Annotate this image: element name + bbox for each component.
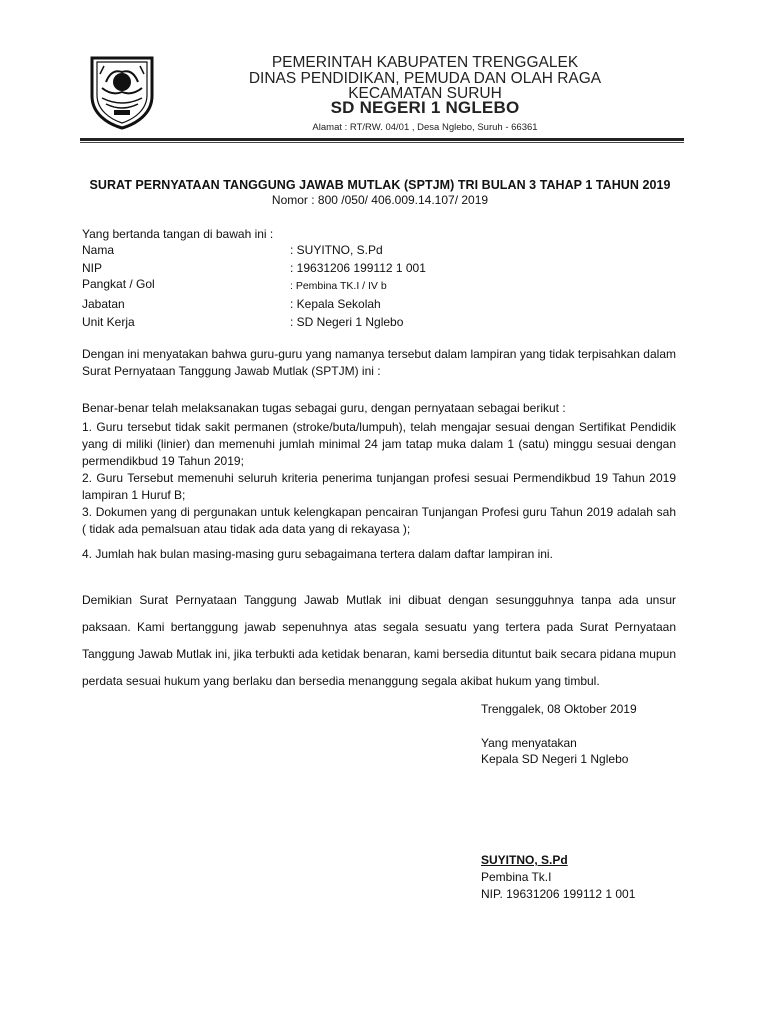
letterhead-divider-thin [80, 142, 684, 143]
identity-value-unit-kerja: : SD Negeri 1 Nglebo [290, 315, 404, 329]
letterhead-district: KECAMATAN SURUH [348, 85, 502, 102]
signature-name: SUYITNO, S.Pd [481, 853, 568, 867]
identity-label-unit-kerja: Unit Kerja [82, 315, 135, 329]
points-intro: Benar-benar telah melaksanakan tugas sebagai guru, dengan pernyataan sebagai berikut : [82, 401, 566, 415]
letterhead-school-name: SD NEGERI 1 NGLEBO [330, 98, 520, 117]
letterhead-department: DINAS PENDIDIKAN, PEMUDA DAN OLAH RAGA [248, 70, 602, 87]
document-title [80, 178, 680, 192]
closing-paragraph: Demikian Surat Pernyataan Tanggung Jawab Mutlak ini dibuat dengan sesungguhnya tanpa ada unsur paksaan. Kami bertanggung jawab sepenuhnya atas segala sesuatu yang tertera pada Surat Pernyataan Tanggung Jawab Mutlak ini, jika terbukti ada ketidak benaran, kami bersedia dituntut baik secara pidana mupun perdata sesuai hukum yang berlaku dan bersedia menanggung segala akibat hukum yang timbul. [82, 593, 676, 688]
point-3: 3. Dokumen yang di pergunakan untuk kelengkapan pencairan Tunjangan Profesi guru Tahun 2019 adalah sah ( tidak ada pemalsuan atau tidak ada data yang di rekayasa ); [82, 505, 676, 536]
identity-label-nip: NIP [82, 261, 103, 275]
identity-label-nama: Nama [82, 243, 115, 257]
identity-value-jabatan: : Kepala Sekolah [290, 297, 381, 311]
signature-declarant: Yang menyatakan [481, 736, 577, 750]
letterhead-government: PEMERINTAH KABUPATEN TRENGGALEK [271, 54, 579, 71]
document-title-text: SURAT PERNYATAAN TANGGUNG JAWAB MUTLAK (SPTJM) TRI BULAN 3 TAHAP 1 TAHUN 2019 [89, 178, 671, 192]
identity-value-nama: : SUYITNO, S.Pd [290, 243, 383, 257]
regency-emblem-logo [84, 52, 160, 130]
signature-rank: Pembina Tk.I [481, 870, 552, 884]
signature-nip: NIP. 19631206 199112 1 001 [481, 887, 636, 901]
signature-position: Kepala SD Negeri 1 Nglebo [481, 752, 629, 766]
signature-place-date: Trenggalek, 08 Oktober 2019 [481, 702, 637, 716]
point-1: 1. Guru tersebut tidak sakit permanen (stroke/buta/lumpuh), telah mengajar sesuai dengan Sertifikat Pendidik yang di miliki (linier) dan memenuhi jumlah minimal 24 jam tatap muka dalam 1 (satu) minggu sesuai dengan permendikbud 19 Tahun 2019; [82, 420, 676, 468]
identity-value-nip: : 19631206 199112 1 001 [290, 261, 426, 275]
letterhead-divider-thick [80, 138, 684, 141]
identity-label-pangkat: Pangkat / Gol [82, 277, 155, 291]
statement-paragraph: Dengan ini menyatakan bahwa guru-guru yang namanya tersebut dalam lampiran yang tidak terpisahkan dalam Surat Pernyataan Tanggung Jawab Mutlak (SPTJM) ini : [82, 347, 676, 378]
point-2: 2. Guru Tersebut memenuhi seluruh kriteria penerima tunjangan profesi sesuai Permendikbud 19 Tahun 2019 lampiran 1 Huruf B; [82, 471, 676, 502]
document-number: Nomor : 800 /050/ 406.009.14.107/ 2019 [271, 193, 489, 207]
letterhead-address: Alamat : RT/RW. 04/01 , Desa Nglebo, Suruh - 66361 [312, 122, 538, 133]
point-4: 4. Jumlah hak bulan masing-masing guru sebagaimana tertera dalam daftar lampiran ini. [82, 547, 553, 561]
identity-label-jabatan: Jabatan [82, 297, 125, 311]
intro-text: Yang bertanda tangan di bawah ini : [82, 227, 274, 241]
identity-value-pangkat: : Pembina TK.I / IV b [290, 280, 387, 292]
